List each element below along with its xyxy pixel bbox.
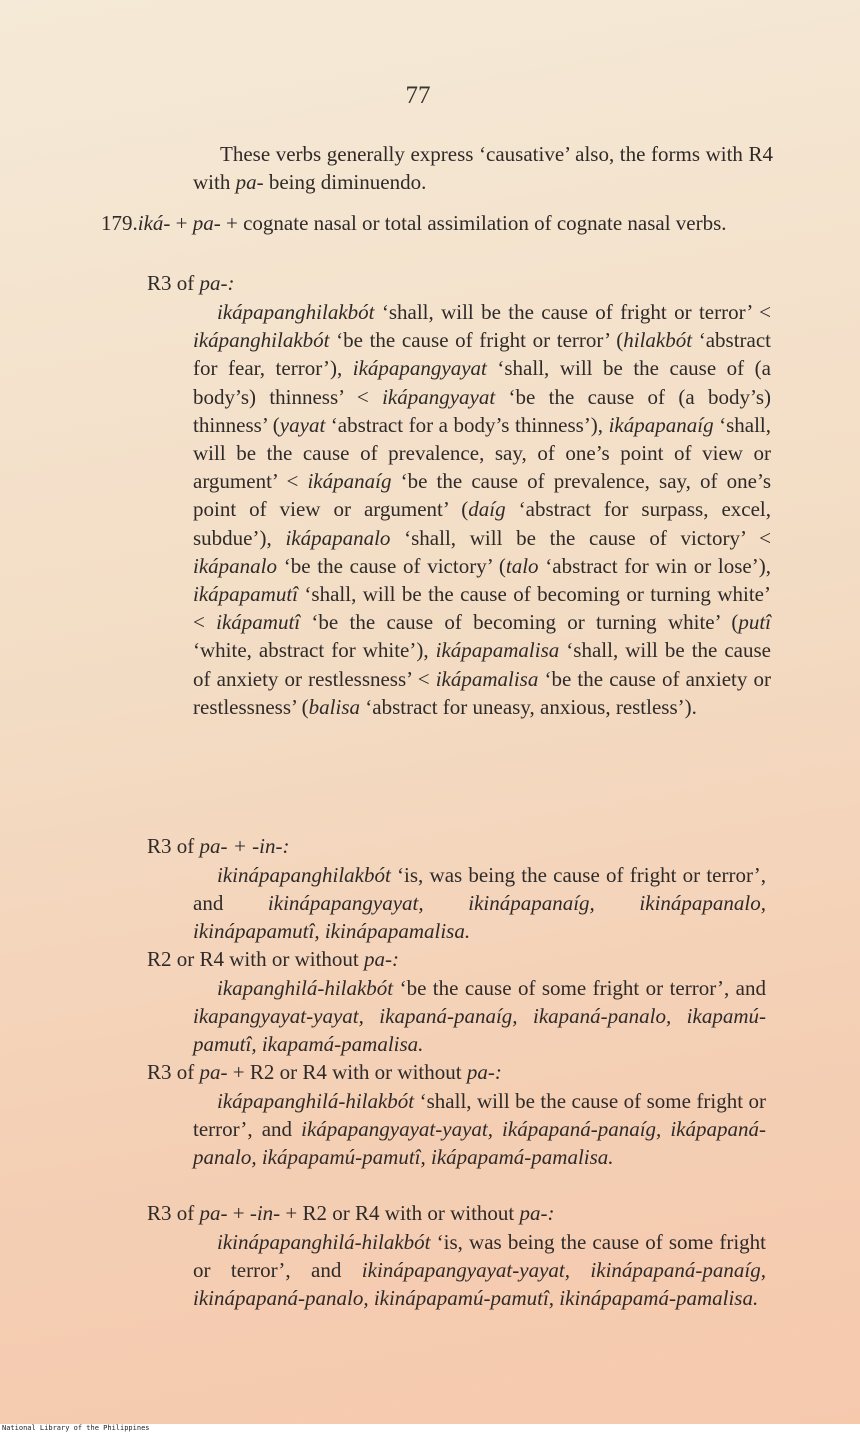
- sub2-body: [193, 861, 766, 946]
- italic-form: ikápapamutî: [193, 582, 298, 607]
- sub1-label-text: R3 of: [147, 271, 200, 295]
- sub3-label: [147, 945, 399, 973]
- gloss-text: ‘be the cause of victory’ (: [277, 553, 506, 578]
- italic-form: ikápamutî: [216, 610, 301, 635]
- intro-text-2: being diminuendo.: [263, 170, 427, 195]
- italic-form: talo: [505, 553, 539, 578]
- gloss-text: ‘white, abstract for white’),: [193, 638, 436, 663]
- italic-form: ikápamalisa: [435, 666, 539, 691]
- sub5-label: [147, 1199, 555, 1227]
- gloss-text: ‘abstract for fear, terror’),: [193, 328, 771, 381]
- sub3-body: [193, 974, 766, 1059]
- sub4-body: [193, 1087, 766, 1172]
- sub4-label-italic-2: pa-:: [466, 1060, 502, 1084]
- italic-form: ikápanalo: [193, 553, 277, 578]
- sub2-label: [147, 832, 289, 860]
- gloss-text: ‘abstract for win or lose’),: [538, 553, 771, 578]
- italic-form: ikápapamalisa: [435, 638, 560, 663]
- italic-form: balisa: [308, 694, 361, 719]
- section-179-heading: [101, 209, 773, 237]
- sub5-label-italic-2: -in-: [249, 1201, 281, 1225]
- italic-form: ikápapangyayat: [352, 356, 487, 381]
- sub5-body: [193, 1228, 766, 1313]
- sub3-label-text: R2 or R4 with or without: [147, 947, 365, 971]
- intro-italic-1: pa-: [235, 170, 264, 195]
- italic-form: ikápapangyayat-yayat, ikápapaná-panaíg, ikápapaná-panalo, ikápapamú-pamutî, ikápapamá-pamalisa.: [193, 1117, 766, 1170]
- sub2-label-italic: pa- + -in-:: [199, 834, 290, 858]
- italic-form: ikápanghilakbót: [193, 328, 330, 353]
- gloss-text: ‘shall, will be the cause of prevalence, say, of one’s point of view or argument’ <: [193, 412, 772, 494]
- sub5-label-italic-3: pa-:: [519, 1201, 555, 1225]
- sub4-label-italic-1: pa-: [199, 1060, 228, 1084]
- italic-form: ikápapanghilá-hilakbót: [217, 1089, 415, 1113]
- footer-bar: [0, 1424, 860, 1433]
- section-italic-1: iká-: [137, 211, 171, 235]
- italic-form: ikinápapangyayat-yayat, ikinápapaná-panaíg, ikinápapaná-panalo, ikinápapamú-pamutî, ikinápapamá-pamalisa.: [193, 1258, 766, 1311]
- sub3-label-italic: pa-:: [364, 947, 400, 971]
- gloss-text: ‘shall, will be the cause of some fright or terror’, and: [193, 1089, 766, 1142]
- section-text-2: + cognate nasal or total assimilation of cognate nasal verbs.: [220, 211, 727, 235]
- sub1-label: [147, 269, 235, 297]
- gloss-text: ‘abstract for uneasy, anxious, restless’).: [360, 694, 697, 719]
- italic-form: ikapanghilá-hilakbót: [217, 976, 394, 1000]
- library-credit: National Library of the Philippines: [2, 1424, 150, 1432]
- sub5-label-italic-1: pa-: [199, 1201, 228, 1225]
- gloss-text: ‘be the cause of prevalence, say, of one’s point of view or argument’ (: [193, 469, 771, 522]
- sub1-label-italic: pa-:: [199, 271, 235, 295]
- gloss-text: ‘is, was being the cause of fright or terror’, and: [193, 863, 766, 916]
- gloss-text: ‘is, was being the cause of some fright or terror’, and: [193, 1230, 766, 1283]
- italic-form: ikapangyayat-yayat, ikapaná-panaíg, ikapaná-panalo, ikapamú-pamutî, ikapamá-pamalisa.: [193, 1004, 766, 1057]
- gloss-text: ‘be the cause of becoming or turning white’ (: [300, 610, 739, 635]
- italic-form: yayat: [279, 412, 326, 437]
- sub1-body: [193, 298, 771, 721]
- section-number: 179.: [101, 211, 138, 235]
- page-number: 77: [405, 82, 431, 109]
- gloss-text: ‘abstract for a body’s thinness’),: [325, 412, 609, 437]
- italic-form: ikápapanghilakbót: [217, 300, 375, 324]
- italic-form: daíg: [468, 497, 506, 522]
- italic-form: ikápangyayat: [382, 384, 496, 409]
- sub5-label-text-3: + R2 or R4 with or without: [280, 1201, 520, 1225]
- italic-form: ikinápapangyayat, ikinápapanaíg, ikinápapanalo, ikinápapamutî, ikinápapamalisa.: [193, 891, 766, 944]
- gloss-text: ‘be the cause of anxiety or restlessness’ (: [193, 666, 772, 719]
- intro-paragraph: [193, 140, 773, 196]
- gloss-text: ‘be the cause of fright or terror’ (: [329, 328, 624, 353]
- italic-form: hilakbót: [623, 328, 693, 353]
- gloss-text: ‘shall, will be the cause of anxiety or restlessness’ <: [193, 638, 772, 691]
- section-italic-2: pa-: [192, 211, 221, 235]
- italic-form: ikinápapanghilakbót: [217, 863, 391, 887]
- sub4-label-text-2: + R2 or R4 with or without: [227, 1060, 467, 1084]
- sub5-label-text-2: +: [227, 1201, 250, 1225]
- sub5-label-text-1: R3 of: [147, 1201, 200, 1225]
- gloss-text: ‘shall, will be the cause of becoming or turning white’ <: [193, 582, 771, 635]
- gloss-text: ‘be the cause of some fright or terror’, and: [393, 976, 766, 1000]
- sub2-label-text: R3 of: [147, 834, 200, 858]
- italic-form: ikápanaíg: [307, 469, 392, 494]
- sub4-label: [147, 1058, 502, 1086]
- italic-form: putî: [738, 610, 772, 635]
- intro-text-1: These verbs generally express ‘causative’ also, the forms with R4 with: [193, 142, 773, 195]
- italic-form: ikinápapanghilá-hilakbót: [217, 1230, 431, 1254]
- italic-form: ikápapanalo: [285, 525, 391, 550]
- sub4-label-text-1: R3 of: [147, 1060, 200, 1084]
- gloss-text: ‘be the cause of (a body’s) thinness’ (: [193, 384, 771, 437]
- gloss-text: ‘shall, will be the cause of victory’ <: [390, 525, 771, 550]
- gloss-text: ‘abstract for surpass, excel, subdue’),: [193, 497, 772, 550]
- gloss-text: ‘shall, will be the cause of (a body’s) thinness’ <: [193, 356, 771, 409]
- italic-form: ikápapanaíg: [608, 412, 714, 437]
- section-text-1: +: [170, 211, 193, 235]
- gloss-text: ‘shall, will be the cause of fright or terror’ <: [374, 300, 771, 324]
